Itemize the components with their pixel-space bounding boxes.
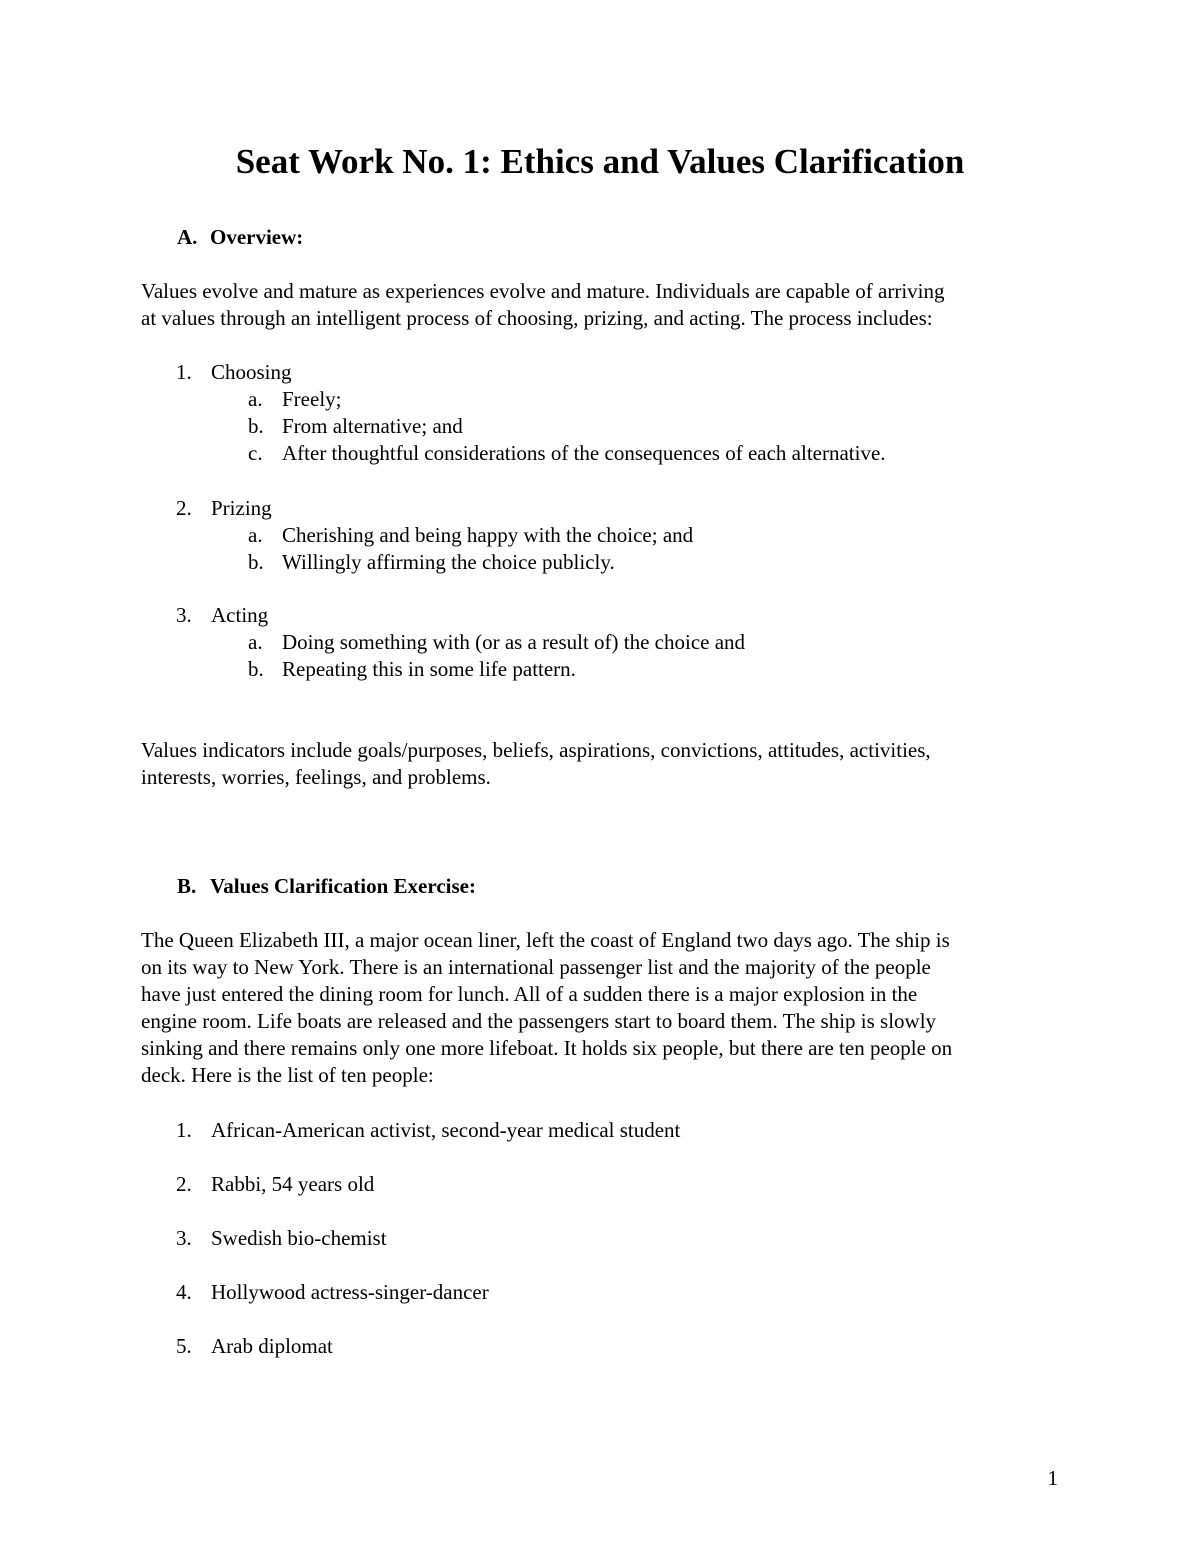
people-list <box>141 1117 1071 1144</box>
list-item-text: Hollywood actress-singer-dancer <box>211 1280 489 1304</box>
sub-item-letter: b. <box>248 657 264 681</box>
sub-item-text: Doing something with (or as a result of) the choice and <box>282 630 746 654</box>
sub-item-text: Repeating this in some life pattern. <box>282 657 576 681</box>
sub-item-letter: b. <box>248 550 264 574</box>
scenario-paragraph <box>141 927 1071 1089</box>
section-b-heading <box>177 873 476 900</box>
list-item <box>141 1279 1071 1306</box>
scenario-line: The Queen Elizabeth III, a major ocean liner, left the coast of England two days ago. The ship is <box>141 928 950 952</box>
people-list <box>141 1225 1071 1252</box>
people-list <box>141 1279 1071 1306</box>
sub-item-text: Freely; <box>282 387 342 411</box>
process-step-heading <box>141 359 1071 386</box>
process-step-heading <box>141 495 1071 522</box>
list-item-number: 5. <box>176 1334 192 1358</box>
list-item-text: Arab diplomat <box>211 1334 333 1358</box>
sub-item <box>141 549 1071 576</box>
section-b-letter: B. <box>177 874 197 898</box>
sub-item-letter: a. <box>248 523 263 547</box>
section-b-title: Values Clarification Exercise: <box>210 874 476 898</box>
sub-item <box>141 440 1071 467</box>
indicators-paragraph <box>141 737 1071 791</box>
sub-item <box>141 522 1071 549</box>
list-item <box>141 1117 1071 1144</box>
section-a-title: Overview: <box>210 225 304 249</box>
sub-item <box>141 386 1071 413</box>
sub-item-text: Cherishing and being happy with the choice; and <box>282 523 694 547</box>
indicators-line-2: interests, worries, feelings, and problems. <box>141 765 491 789</box>
sub-item <box>141 629 1071 656</box>
people-list <box>141 1333 1071 1360</box>
page-title: Seat Work No. 1: Ethics and Values Clarification <box>235 142 965 181</box>
process-step-3 <box>141 602 1071 683</box>
process-step-1 <box>141 359 1071 467</box>
scenario-line: on its way to New York. There is an international passenger list and the majority of the people <box>141 955 931 979</box>
overview-line-2: at values through an intelligent process of choosing, prizing, and acting. The process includes: <box>141 306 933 330</box>
sub-item-letter: b. <box>248 414 264 438</box>
list-item <box>141 1171 1071 1198</box>
step-number: 3. <box>176 603 192 627</box>
scenario-line: deck. Here is the list of ten people: <box>141 1063 434 1087</box>
page-number: 1 <box>1047 1466 1058 1490</box>
sub-item <box>141 656 1071 683</box>
sub-item-text: After thoughtful considerations of the consequences of each alternative. <box>282 441 886 465</box>
step-label: Acting <box>211 603 269 627</box>
sub-item <box>141 413 1071 440</box>
people-list <box>141 1171 1071 1198</box>
sub-item-text: From alternative; and <box>282 414 463 438</box>
sub-item-letter: c. <box>248 441 263 465</box>
scenario-line: have just entered the dining room for lunch. All of a sudden there is a major explosion in the <box>141 982 918 1006</box>
overview-paragraph <box>141 278 1071 332</box>
sub-item-text: Willingly affirming the choice publicly. <box>282 550 615 574</box>
section-a-heading <box>177 224 303 251</box>
list-item <box>141 1225 1071 1252</box>
list-item-text: African-American activist, second-year medical student <box>211 1118 681 1142</box>
process-step-2 <box>141 495 1071 576</box>
step-number: 2. <box>176 496 192 520</box>
list-item-number: 1. <box>176 1118 192 1142</box>
list-item-text: Rabbi, 54 years old <box>211 1172 375 1196</box>
sub-item-letter: a. <box>248 387 263 411</box>
scenario-line: sinking and there remains only one more lifeboat. It holds six people, but there are ten people on <box>141 1036 953 1060</box>
step-label: Prizing <box>211 496 272 520</box>
section-a-letter: A. <box>177 225 198 249</box>
list-item-number: 3. <box>176 1226 192 1250</box>
process-step-heading <box>141 602 1071 629</box>
overview-line-1: Values evolve and mature as experiences evolve and mature. Individuals are capable of arriving <box>141 279 945 303</box>
list-item-number: 4. <box>176 1280 192 1304</box>
sub-item-letter: a. <box>248 630 263 654</box>
indicators-line-1: Values indicators include goals/purposes, beliefs, aspirations, convictions, attitudes, activities, <box>141 738 931 762</box>
step-label: Choosing <box>211 360 292 384</box>
scenario-line: engine room. Life boats are released and the passengers start to board them. The ship is slowly <box>141 1009 937 1033</box>
step-number: 1. <box>176 360 192 384</box>
list-item-number: 2. <box>176 1172 192 1196</box>
list-item-text: Swedish bio-chemist <box>211 1226 387 1250</box>
list-item <box>141 1333 1071 1360</box>
